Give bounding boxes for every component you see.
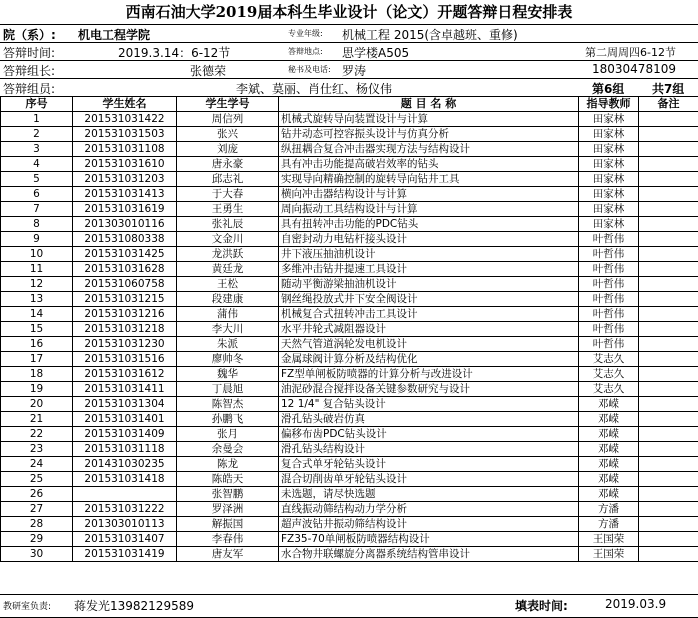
row-student-id: 201303010116 <box>73 217 177 232</box>
row-student-name: 李春伟 <box>177 532 279 547</box>
row-student-id: 201531031222 <box>73 502 177 517</box>
row-no: 2 <box>1 127 73 142</box>
row-topic: 滑孔钻头破岩仿真 <box>279 412 579 427</box>
row-remark <box>639 517 698 532</box>
row-remark <box>639 502 698 517</box>
row-student-id: 201531031425 <box>73 247 177 262</box>
row-student-name: 张兴 <box>177 127 279 142</box>
week-value: 第二周周四6-12节 <box>585 44 676 60</box>
dept-label: 院（系）: <box>3 26 56 43</box>
row-remark <box>639 412 698 427</box>
row-remark <box>639 217 698 232</box>
row-student-id: 201531031230 <box>73 337 177 352</box>
row-teacher: 邓嵘 <box>579 397 639 412</box>
row-student-id: 201303010113 <box>73 517 177 532</box>
row-teacher: 田家林 <box>579 157 639 172</box>
row-teacher: 叶哲伟 <box>579 322 639 337</box>
row-remark <box>639 232 698 247</box>
row-student-name: 余曼会 <box>177 442 279 457</box>
col-header-no: 序号 <box>1 97 73 112</box>
row-student-name: 唐永豪 <box>177 157 279 172</box>
row-no: 3 <box>1 142 73 157</box>
row-topic: 机械复合式扭转冲击工具设计 <box>279 307 579 322</box>
row-student-id: 201531031419 <box>73 547 177 562</box>
row-student-id: 201531031516 <box>73 352 177 367</box>
row-no: 12 <box>1 277 73 292</box>
row-student-id: 201531031118 <box>73 442 177 457</box>
place-label: 答辩地点: <box>288 46 323 57</box>
row-student-name: 陈智杰 <box>177 397 279 412</box>
row-teacher: 田家林 <box>579 217 639 232</box>
row-no: 6 <box>1 187 73 202</box>
group-total: 共7组 <box>652 80 684 97</box>
schedule-table <box>0 96 698 562</box>
row-remark <box>639 337 698 352</box>
table-row <box>1 277 698 292</box>
row-student-name: 周信列 <box>177 112 279 127</box>
row-topic: 钻井动态可控容振头设计与仿真分析 <box>279 127 579 142</box>
table-row <box>1 142 698 157</box>
row-remark <box>639 127 698 142</box>
page-title: 西南石油大学2019届本科生毕业设计（论文）开题答辩日程安排表 <box>0 0 698 24</box>
row-teacher: 叶哲伟 <box>579 232 639 247</box>
row-remark <box>639 367 698 382</box>
row-student-id: 201531031203 <box>73 172 177 187</box>
table-row <box>1 502 698 517</box>
row-no: 20 <box>1 397 73 412</box>
row-remark <box>639 187 698 202</box>
table-row <box>1 262 698 277</box>
row-topic: 未选题，请尽快选题 <box>279 487 579 502</box>
row-remark <box>639 202 698 217</box>
table-row <box>1 457 698 472</box>
table-row <box>1 307 698 322</box>
table-row <box>1 247 698 262</box>
row-student-id: 201531031628 <box>73 262 177 277</box>
table-row <box>1 382 698 397</box>
row-student-id: 201531031413 <box>73 187 177 202</box>
table-row <box>1 487 698 502</box>
row-student-id: 201531031216 <box>73 307 177 322</box>
row-teacher: 艾志久 <box>579 352 639 367</box>
row-no: 24 <box>1 457 73 472</box>
row-no: 22 <box>1 427 73 442</box>
row-student-id <box>73 487 177 502</box>
row-student-id: 201531031503 <box>73 127 177 142</box>
row-student-name: 张月 <box>177 427 279 442</box>
row-student-id: 201531031411 <box>73 382 177 397</box>
row-topic: 具有扭转冲击功能的PDC钻头 <box>279 217 579 232</box>
row-teacher: 艾志久 <box>579 382 639 397</box>
group-number: 第6组 <box>592 80 624 97</box>
row-teacher: 田家林 <box>579 187 639 202</box>
table-row <box>1 397 698 412</box>
row-teacher: 叶哲伟 <box>579 307 639 322</box>
row-student-id: 201531031218 <box>73 322 177 337</box>
table-row <box>1 352 698 367</box>
row-student-name: 于大春 <box>177 187 279 202</box>
row-student-name: 陈皓天 <box>177 472 279 487</box>
row-no: 8 <box>1 217 73 232</box>
col-header-topic: 题 目 名 称 <box>279 97 579 112</box>
row-student-id: 201531031610 <box>73 157 177 172</box>
time-label: 答辩时间: <box>3 44 55 61</box>
row-remark <box>639 352 698 367</box>
row-remark <box>639 307 698 322</box>
row-student-name: 朱派 <box>177 337 279 352</box>
table-row <box>1 127 698 142</box>
row-teacher: 田家林 <box>579 172 639 187</box>
row-student-id: 201531031418 <box>73 472 177 487</box>
row-topic: 水平井轮式减阻器设计 <box>279 322 579 337</box>
row-remark <box>639 172 698 187</box>
row-student-name: 唐友军 <box>177 547 279 562</box>
row-no: 14 <box>1 307 73 322</box>
table-row <box>1 157 698 172</box>
leader-label: 答辩组长: <box>3 62 55 79</box>
row-student-name: 邱志礼 <box>177 172 279 187</box>
row-student-id: 201531031619 <box>73 202 177 217</box>
row-student-id: 201531060758 <box>73 277 177 292</box>
row-student-id: 201531031215 <box>73 292 177 307</box>
row-no: 26 <box>1 487 73 502</box>
row-topic: 横向冲击器结构设计与计算 <box>279 187 579 202</box>
row-teacher: 方潘 <box>579 517 639 532</box>
members-label: 答辩组员: <box>3 80 55 97</box>
table-row <box>1 517 698 532</box>
table-row <box>1 112 698 127</box>
row-remark <box>639 247 698 262</box>
row-no: 21 <box>1 412 73 427</box>
row-no: 13 <box>1 292 73 307</box>
row-topic: 随动平衡游梁抽油机设计 <box>279 277 579 292</box>
row-teacher: 邓嵘 <box>579 442 639 457</box>
row-student-name: 黄廷龙 <box>177 262 279 277</box>
divider <box>0 24 698 25</box>
row-remark <box>639 442 698 457</box>
row-student-name: 王松 <box>177 277 279 292</box>
row-no: 7 <box>1 202 73 217</box>
row-student-id: 201531031422 <box>73 112 177 127</box>
row-teacher: 邓嵘 <box>579 472 639 487</box>
row-topic: 直线振动筛结构动力学分析 <box>279 502 579 517</box>
row-student-name: 段建康 <box>177 292 279 307</box>
row-topic: 自密封动力电钻杆接头设计 <box>279 232 579 247</box>
row-teacher: 叶哲伟 <box>579 262 639 277</box>
row-remark <box>639 532 698 547</box>
row-remark <box>639 292 698 307</box>
table-row <box>1 232 698 247</box>
row-remark <box>639 397 698 412</box>
row-no: 15 <box>1 322 73 337</box>
row-topic: 水合物井联螺旋分离器系统结构管串设计 <box>279 547 579 562</box>
row-student-id: 201531080338 <box>73 232 177 247</box>
row-remark <box>639 322 698 337</box>
row-teacher: 田家林 <box>579 142 639 157</box>
row-no: 16 <box>1 337 73 352</box>
row-topic: 超声波钻井振动筛结构设计 <box>279 517 579 532</box>
row-remark <box>639 142 698 157</box>
row-topic: 纵扭耦合复合冲击器实现方法与结构设计 <box>279 142 579 157</box>
row-remark <box>639 472 698 487</box>
table-row <box>1 337 698 352</box>
row-student-name: 文金川 <box>177 232 279 247</box>
leader-value: 张德荣 <box>190 62 226 79</box>
row-topic: 滑孔钻头结构设计 <box>279 442 579 457</box>
row-student-name: 刘庞 <box>177 142 279 157</box>
row-no: 18 <box>1 367 73 382</box>
dept-value: 机电工程学院 <box>78 26 150 43</box>
row-student-id: 201531031409 <box>73 427 177 442</box>
row-no: 1 <box>1 112 73 127</box>
row-topic: 12 1/4" 复合钻头设计 <box>279 397 579 412</box>
row-student-name: 张智鹏 <box>177 487 279 502</box>
table-row <box>1 427 698 442</box>
table-row <box>1 547 698 562</box>
row-teacher: 叶哲伟 <box>579 292 639 307</box>
row-student-id: 201531031304 <box>73 397 177 412</box>
row-remark <box>639 262 698 277</box>
row-teacher: 邓嵘 <box>579 427 639 442</box>
row-topic: 井下液压抽油机设计 <box>279 247 579 262</box>
row-teacher: 叶哲伟 <box>579 277 639 292</box>
row-topic: 复合式单牙轮钻头设计 <box>279 457 579 472</box>
row-student-id: 201531031612 <box>73 367 177 382</box>
row-remark <box>639 547 698 562</box>
row-topic: 多维冲击钻井提速工具设计 <box>279 262 579 277</box>
row-student-name: 陈龙 <box>177 457 279 472</box>
row-no: 11 <box>1 262 73 277</box>
row-teacher: 田家林 <box>579 202 639 217</box>
table-row <box>1 367 698 382</box>
row-no: 5 <box>1 172 73 187</box>
table-row <box>1 532 698 547</box>
row-topic: 天然气管道涡轮发电机设计 <box>279 337 579 352</box>
members-value: 李斌、莫丽、肖仕红、杨仪伟 <box>236 80 392 97</box>
row-no: 25 <box>1 472 73 487</box>
row-teacher: 邓嵘 <box>579 457 639 472</box>
row-no: 28 <box>1 517 73 532</box>
row-no: 19 <box>1 382 73 397</box>
place-value: 思学楼A505 <box>342 44 409 61</box>
row-no: 27 <box>1 502 73 517</box>
row-remark <box>639 457 698 472</box>
row-student-name: 龙洪跃 <box>177 247 279 262</box>
row-no: 17 <box>1 352 73 367</box>
row-topic: 钢丝绳投放式井下安全阀设计 <box>279 292 579 307</box>
row-student-name: 丁晨旭 <box>177 382 279 397</box>
office-value: 蒋发光13982129589 <box>74 597 194 614</box>
row-remark <box>639 382 698 397</box>
row-student-name: 王勇生 <box>177 202 279 217</box>
table-header-row <box>1 97 698 112</box>
row-teacher: 方潘 <box>579 502 639 517</box>
time-value: 2019.3.14：6-12节 <box>118 44 230 61</box>
major-value: 机械工程 2015(含卓越班、重修) <box>342 26 518 43</box>
row-remark <box>639 157 698 172</box>
row-topic: FZ型单闸板防喷器的计算分析与改进设计 <box>279 367 579 382</box>
row-topic: 金属球阀计算分析及结构优化 <box>279 352 579 367</box>
row-student-name: 魏华 <box>177 367 279 382</box>
row-student-name: 李大川 <box>177 322 279 337</box>
table-row <box>1 187 698 202</box>
row-student-name: 张礼辰 <box>177 217 279 232</box>
row-student-name: 解振国 <box>177 517 279 532</box>
secretary-label: 秘书及电话: <box>288 64 331 75</box>
row-teacher: 王国荣 <box>579 547 639 562</box>
table-row <box>1 412 698 427</box>
row-teacher: 田家林 <box>579 127 639 142</box>
row-remark <box>639 112 698 127</box>
secretary-value: 罗涛 <box>342 62 366 79</box>
row-teacher: 艾志久 <box>579 367 639 382</box>
row-teacher: 邓嵘 <box>579 487 639 502</box>
row-topic: 机械式旋转导向装置设计与计算 <box>279 112 579 127</box>
row-topic: 偏移布齿PDC钻头设计 <box>279 427 579 442</box>
row-topic: 周向振动工具结构设计与计算 <box>279 202 579 217</box>
row-student-id: 201531031401 <box>73 412 177 427</box>
row-no: 29 <box>1 532 73 547</box>
row-no: 4 <box>1 157 73 172</box>
row-topic: 油泥砂混合搅拌设备关键参数研究与设计 <box>279 382 579 397</box>
row-no: 9 <box>1 232 73 247</box>
col-header-teacher: 指导教师 <box>579 97 639 112</box>
row-topic: 具有冲击功能提高破岩效率的钻头 <box>279 157 579 172</box>
row-student-id: 201531031407 <box>73 532 177 547</box>
secretary-phone: 18030478109 <box>592 62 676 76</box>
major-label: 专业年级: <box>288 28 323 39</box>
row-student-name: 廖帅冬 <box>177 352 279 367</box>
row-topic: FZ35-70单闸板防喷器结构设计 <box>279 532 579 547</box>
table-row <box>1 217 698 232</box>
row-student-name: 罗泽洲 <box>177 502 279 517</box>
row-topic: 混合切削齿单牙轮钻头设计 <box>279 472 579 487</box>
row-teacher: 邓嵘 <box>579 412 639 427</box>
table-row <box>1 472 698 487</box>
row-remark <box>639 487 698 502</box>
row-topic: 实现导向精确控制的旋转导向钻井工具 <box>279 172 579 187</box>
row-student-name: 蒲伟 <box>177 307 279 322</box>
date-value: 2019.03.9 <box>605 597 666 611</box>
table-row <box>1 202 698 217</box>
table-row <box>1 322 698 337</box>
row-student-name: 孙鹏飞 <box>177 412 279 427</box>
row-teacher: 田家林 <box>579 112 639 127</box>
table-row <box>1 292 698 307</box>
office-label: 教研室负责: <box>3 599 51 612</box>
col-header-name: 学生姓名 <box>73 97 177 112</box>
date-label: 填表时间: <box>515 597 568 614</box>
row-no: 23 <box>1 442 73 457</box>
row-no: 10 <box>1 247 73 262</box>
table-row <box>1 442 698 457</box>
table-row <box>1 172 698 187</box>
col-header-remark: 备注 <box>639 97 698 112</box>
row-student-id: 201531031108 <box>73 142 177 157</box>
row-teacher: 王国荣 <box>579 532 639 547</box>
col-header-id: 学生学号 <box>177 97 279 112</box>
row-student-id: 201431030235 <box>73 457 177 472</box>
row-remark <box>639 277 698 292</box>
row-no: 30 <box>1 547 73 562</box>
row-teacher: 叶哲伟 <box>579 247 639 262</box>
row-teacher: 叶哲伟 <box>579 337 639 352</box>
row-remark <box>639 427 698 442</box>
footer <box>0 594 698 618</box>
